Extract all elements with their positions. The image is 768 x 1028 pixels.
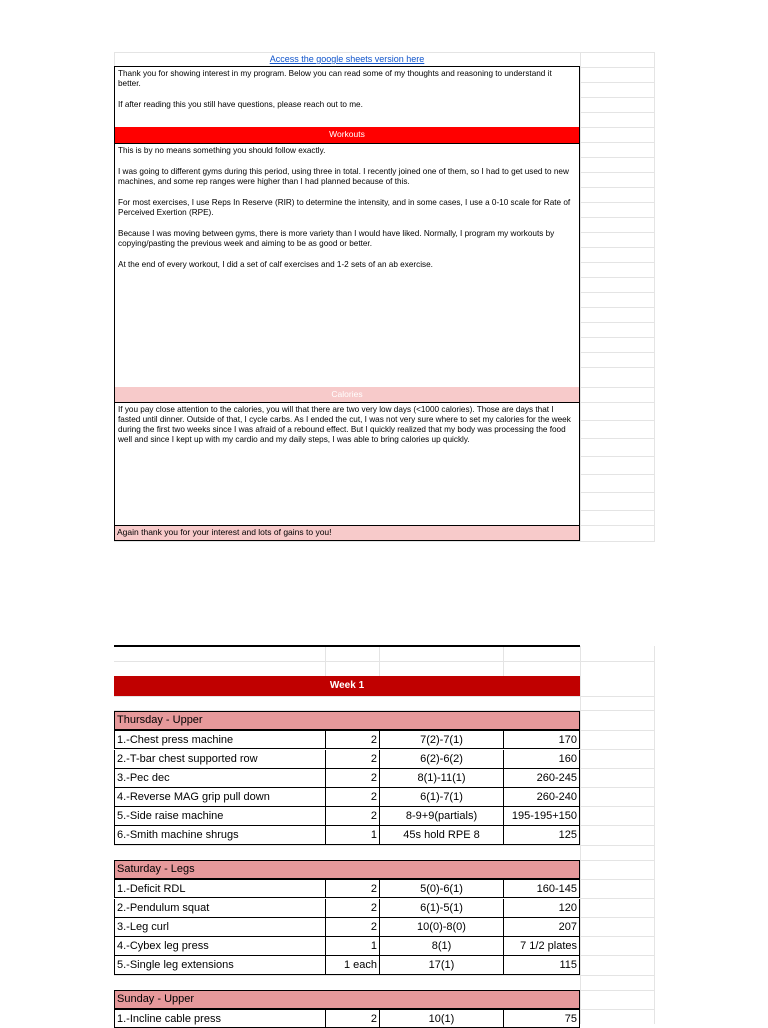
- exercise-reps: 8-9+9(partials): [380, 807, 504, 826]
- exercise-weight: 170: [504, 730, 580, 749]
- exercise-name: 4.-Reverse MAG grip pull down: [114, 788, 326, 807]
- exercise-weight: 125: [504, 826, 580, 845]
- exercise-sets: 2: [326, 750, 380, 769]
- table-row: [114, 879, 580, 898]
- exercise-name: 1.-Deficit RDL: [114, 879, 326, 898]
- workouts-paragraph-2: I was going to different gyms during this period, using three in total. I recently joined one of them, so I had to get used to new machines, and some rep ranges were higher than I had planned because of this.: [118, 167, 569, 186]
- exercise-sets: 2: [326, 879, 380, 898]
- exercise-name: 5.-Side raise machine: [114, 807, 326, 826]
- exercise-sets: 2: [326, 807, 380, 826]
- table-row: [114, 826, 580, 845]
- week-header: Week 1: [114, 676, 580, 696]
- table-row: [114, 899, 580, 918]
- workouts-paragraph-1: This is by no means something you should follow exactly.: [118, 146, 326, 155]
- exercise-name: 2.-Pendulum squat: [114, 899, 326, 918]
- exercise-sets: 2: [326, 918, 380, 937]
- exercise-name: 3.-Pec dec: [114, 769, 326, 788]
- exercise-name: 5.-Single leg extensions: [114, 956, 326, 975]
- table-row: [114, 1009, 580, 1028]
- exercise-name: 1.-Chest press machine: [114, 730, 326, 749]
- exercise-weight: 120: [504, 899, 580, 918]
- exercise-weight: 75: [504, 1009, 580, 1028]
- exercise-reps: 17(1): [380, 956, 504, 975]
- table-row: [114, 769, 580, 788]
- exercise-name: 4.-Cybex leg press: [114, 937, 326, 956]
- exercise-reps: 6(2)-6(2): [380, 750, 504, 769]
- table-row: [114, 918, 580, 937]
- exercise-sets: 2: [326, 899, 380, 918]
- exercise-reps: 5(0)-6(1): [380, 879, 504, 898]
- exercise-reps: 6(1)-7(1): [380, 788, 504, 807]
- workouts-heading: Workouts: [114, 127, 580, 143]
- exercise-name: 2.-T-bar chest supported row: [114, 750, 326, 769]
- workouts-paragraph-3: For most exercises, I use Reps In Reserve (RIR) to determine the intensity, and in some cases, I use a 0-10 scale for Rate of Perceived Exertion (RPE).: [118, 198, 571, 217]
- exercise-name: 6.-Smith machine shrugs: [114, 826, 326, 845]
- exercise-reps: 10(0)-8(0): [380, 918, 504, 937]
- exercise-name: 3.-Leg curl: [114, 918, 326, 937]
- exercise-sets: 1 each: [326, 956, 380, 975]
- calories-notes-box: [114, 402, 580, 526]
- table-row: [114, 937, 580, 956]
- table-row: [114, 750, 580, 769]
- exercise-weight: 7 1/2 plates: [504, 937, 580, 956]
- exercise-weight: 115: [504, 956, 580, 975]
- exercise-reps: 8(1): [380, 937, 504, 956]
- table-row: [114, 807, 580, 826]
- table-row: [114, 730, 580, 749]
- exercise-sets: 1: [326, 826, 380, 845]
- intro-paragraph-2: If after reading this you still have questions, please reach out to me.: [118, 100, 363, 109]
- exercise-reps: 45s hold RPE 8: [380, 826, 504, 845]
- exercise-name: 1.-Incline cable press: [114, 1009, 326, 1028]
- exercise-reps: 6(1)-5(1): [380, 899, 504, 918]
- table-row: [114, 956, 580, 975]
- exercise-sets: 1: [326, 937, 380, 956]
- workouts-notes-box: [114, 143, 580, 388]
- exercise-weight: 260-240: [504, 788, 580, 807]
- exercise-sets: 2: [326, 769, 380, 788]
- day-header-saturday: Saturday - Legs: [114, 860, 580, 879]
- intro-box: [114, 66, 580, 128]
- exercise-sets: 2: [326, 1009, 380, 1028]
- calories-paragraph: If you pay close attention to the calories, you will that there are two very low days (<1000 calories). Those are days that I fasted until dinner. Outside of that, I cycle carbs. As I ended the cut, I was not very sure where to set my calories for the week during the first two weeks since I was afraid of a rebound effect. But I quickly realized that my body was processing the food well and since I kept up with my cardio and my daily steps, I was able to bring calories up quickly.: [118, 405, 571, 444]
- exercise-weight: 207: [504, 918, 580, 937]
- table-row: [114, 788, 580, 807]
- calories-heading: Calories: [114, 387, 580, 403]
- google-sheets-link[interactable]: Access the google sheets version here: [269, 54, 425, 64]
- exercise-weight: 260-245: [504, 769, 580, 788]
- closing-note: Again thank you for your interest and lots of gains to you!: [114, 525, 580, 541]
- exercise-reps: 8(1)-11(1): [380, 769, 504, 788]
- day-header-sunday: Sunday - Upper: [114, 990, 580, 1009]
- exercise-weight: 160-145: [504, 879, 580, 898]
- intro-paragraph-1: Thank you for showing interest in my program. Below you can read some of my thoughts and reasoning to understand it better.: [118, 69, 552, 88]
- exercise-sets: 2: [326, 730, 380, 749]
- workouts-paragraph-5: At the end of every workout, I did a set of calf exercises and 1-2 sets of an ab exercise.: [118, 260, 433, 269]
- exercise-reps: 7(2)-7(1): [380, 730, 504, 749]
- day-header-thursday: Thursday - Upper: [114, 711, 580, 730]
- workouts-paragraph-4: Because I was moving between gyms, there is more variety than I would have liked. Normally, I program my workouts by copying/pasting the previous week and aiming to be as good or better.: [118, 229, 555, 248]
- exercise-weight: 160: [504, 750, 580, 769]
- exercise-weight: 195-195+150: [504, 807, 580, 826]
- exercise-sets: 2: [326, 788, 380, 807]
- exercise-reps: 10(1): [380, 1009, 504, 1028]
